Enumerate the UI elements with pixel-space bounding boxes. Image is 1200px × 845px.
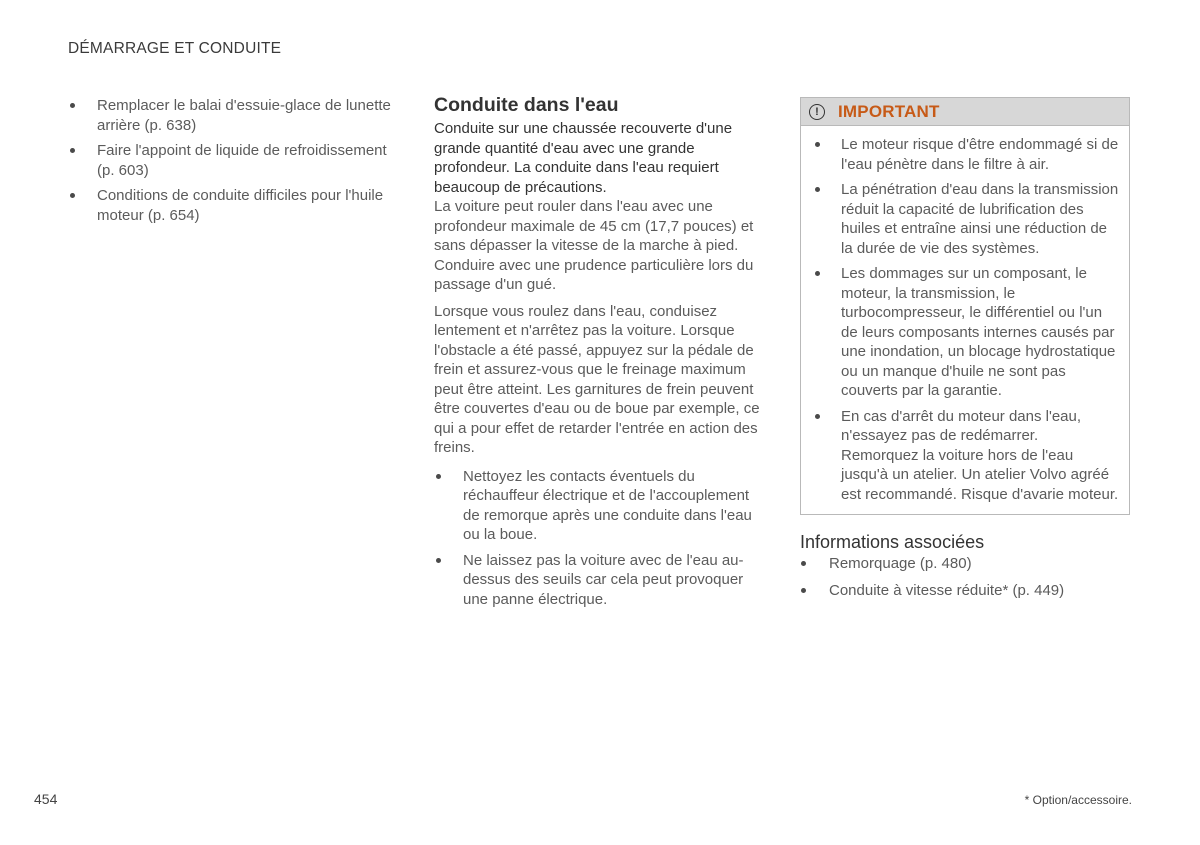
page-header: DÉMARRAGE ET CONDUITE <box>68 40 282 57</box>
bullet-icon <box>436 474 441 479</box>
body-paragraph: La voiture peut rouler dans l'eau avec une profondeur maximale de 45 cm (17,7 pouces) et sans dépasser la vitesse de la marche à pied. Conduire avec une prudence particulière lors du passage d'un gué. <box>434 198 754 293</box>
list-item <box>813 135 1119 174</box>
section-title: Conduite dans l'eau <box>434 94 619 116</box>
important-notice-title: IMPORTANT <box>838 101 940 121</box>
list-item <box>813 264 1119 401</box>
list-item-text: Ne laissez pas la voiture avec de l'eau au-dessus des seuils car cela peut provoquer une panne électrique. <box>463 551 744 608</box>
page-number: 454 <box>34 791 58 807</box>
bullet-icon <box>436 558 441 563</box>
right-column <box>800 94 1132 607</box>
list-item-text: Le moteur risque d'être endommagé si de l'eau pénètre dans le filtre à air. <box>841 136 1119 173</box>
list-item-text: En cas d'arrêt du moteur dans l'eau, n'essayez pas de redémarrer. Remorquez la voiture hors de l'eau jusqu'à un atelier. Un atelier Volvo agréé est recommandé. Risque d'avarie moteur. <box>841 407 1119 503</box>
list-item-text: Faire l'appoint de liquide de refroidissement (p. 603) <box>97 142 387 179</box>
related-info-title: Informations associées <box>800 532 985 552</box>
middle-bullet-list <box>434 467 766 610</box>
list-item-text: Conditions de conduite difficiles pour l'huile moteur (p. 654) <box>97 187 384 224</box>
important-bullet-list <box>813 135 1119 504</box>
important-notice-box <box>800 97 1130 515</box>
bullet-icon <box>70 148 75 153</box>
list-item-text: Nettoyez les contacts éventuels du réchauffeur électrique et de l'accouplement de remorque après une conduite dans l'eau ou la boue. <box>463 467 752 543</box>
list-item-text: La pénétration d'eau dans la transmission réduit la capacité de lubrification des huiles et entraîne ainsi une réduction de la durée de vie des systèmes. <box>841 181 1119 257</box>
important-notice-header <box>801 98 1129 126</box>
bullet-icon <box>815 414 820 419</box>
bullet-icon <box>801 561 806 566</box>
body-paragraph: Lorsque vous roulez dans l'eau, conduisez lentement et n'arrêtez pas la voiture. Lorsque l'obstacle a été passé, appuyez sur la pédale de frein et assurez-vous que le freinage maximum peut être atteint. Les garnitures de frein peuvent être couvertes d'eau ou de boue par exemple, ce qui a pour effet de retarder l'entrée en action des freins. <box>434 302 760 456</box>
list-item[interactable] <box>68 141 398 180</box>
list-item <box>813 180 1119 258</box>
bullet-icon <box>801 588 806 593</box>
list-item[interactable] <box>68 186 398 225</box>
list-item <box>434 467 766 545</box>
middle-column <box>434 94 766 615</box>
bullet-icon <box>815 142 820 147</box>
bullet-icon <box>70 193 75 198</box>
related-link-text[interactable]: Conduite à vitesse réduite* (p. 449) <box>829 581 1065 599</box>
list-item <box>434 551 766 610</box>
list-item[interactable] <box>68 96 398 135</box>
left-bullet-list <box>68 96 398 225</box>
left-column <box>68 94 398 231</box>
exclamation-circle-icon: ! <box>809 104 825 120</box>
bullet-icon <box>815 271 820 276</box>
important-notice-body <box>801 126 1129 514</box>
bullet-icon <box>815 187 820 192</box>
related-info-list <box>800 554 1132 600</box>
list-item <box>813 407 1119 505</box>
related-link-item[interactable] <box>800 554 1132 574</box>
bullet-icon <box>70 103 75 108</box>
related-link-text[interactable]: Remorquage (p. 480) <box>829 555 972 572</box>
footnote: * Option/accessoire. <box>1024 793 1132 807</box>
related-link-item[interactable] <box>800 581 1132 601</box>
section-lead: Conduite sur une chaussée recouverte d'une grande quantité d'eau avec une grande profondeur. La conduite dans l'eau requiert beaucoup de précautions. <box>434 120 733 196</box>
list-item-text: Remplacer le balai d'essuie-glace de lunette arrière (p. 638) <box>97 97 391 134</box>
list-item-text: Les dommages sur un composant, le moteur, la transmission, le turbocompresseur, le différentiel ou l'un de leurs composants internes causés par une inondation, un blocage hydrostatique ou un manque d'huile ne sont pas couverts par la garantie. <box>841 265 1116 399</box>
